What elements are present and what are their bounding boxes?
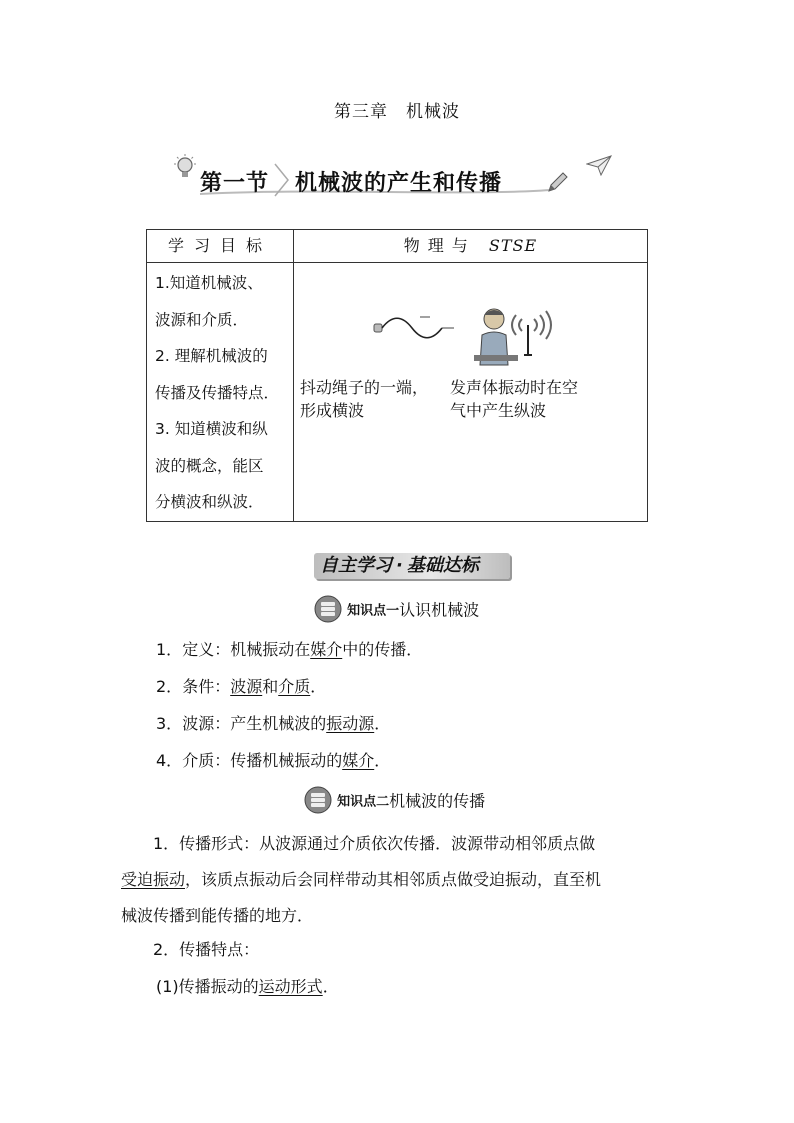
header-learning-goals: 学习目标 <box>147 230 294 263</box>
goal-line: 分横波和纵波． <box>155 493 264 511</box>
banner-dot: · <box>396 555 403 576</box>
item-answer: 媒介 <box>342 751 375 770</box>
goal-line: 波源和介质． <box>155 310 249 329</box>
item-answer: 媒介 <box>310 640 343 659</box>
item-answer: 振动源 <box>326 714 375 733</box>
item-answer: 受迫振动 <box>121 870 186 889</box>
knowledge-point-2-heading <box>304 786 485 814</box>
section-name: 机械波的产生和传播 <box>295 171 503 196</box>
knowledge-point-label: 知识点二 <box>337 794 390 810</box>
goals-list <box>147 263 293 521</box>
pencil-icon <box>546 170 570 194</box>
caption-line: 抖动绳子的一端， <box>300 378 429 397</box>
item-text: 介质：传播机械振动的 <box>182 751 343 770</box>
item-text: 波源：产生机械波的 <box>182 714 327 733</box>
item-number: 3． <box>156 714 183 733</box>
kp1-item-4 <box>156 748 390 774</box>
header-physics-stse <box>294 230 648 263</box>
goal-line: 3. 知道横波和纵 <box>155 420 268 438</box>
chapter-title: 第三章 机械波 <box>334 102 460 122</box>
goal-line: 波的概念，能区 <box>155 456 264 475</box>
book-stack-icon <box>314 595 342 623</box>
banner-right-text: 基础达标 <box>406 555 479 576</box>
para-line <box>121 862 681 898</box>
section-number: 第一节 <box>200 171 270 196</box>
kp1-item-1 <box>156 637 422 663</box>
kp1-item-3 <box>156 711 390 737</box>
goals-cell <box>147 263 294 522</box>
goal-line: 传播及传播特点． <box>155 383 280 402</box>
item-number: 2． <box>156 677 183 696</box>
caption-line: 气中产生纵波 <box>450 401 547 420</box>
item-text: ． <box>322 977 339 996</box>
kp2-paragraph-2: 2．传播特点： <box>153 940 260 959</box>
self-study-banner <box>320 553 479 579</box>
knowledge-point-title: 认识机械波 <box>399 600 480 620</box>
item-text: ． <box>374 714 391 733</box>
paper-plane-icon <box>586 154 612 176</box>
knowledge-point-1-heading <box>314 595 479 623</box>
item-text: 和 <box>262 677 279 696</box>
goal-line: 1.知道机械波、 <box>155 274 263 292</box>
item-answer: 波源 <box>230 677 263 696</box>
banner-left-text: 自主学习 <box>320 555 392 576</box>
item-text: 中的传播． <box>342 640 423 659</box>
kp2-paragraph-3 <box>156 974 339 1000</box>
header-stse-label: STSE <box>488 236 538 255</box>
para-line: 1．传播形式：从波源通过介质依次传播．波源带动相邻质点做 <box>153 834 596 853</box>
item-answer: 介质 <box>278 677 311 696</box>
goal-line: 2. 理解机械波的 <box>155 347 268 365</box>
knowledge-point-title: 机械波的传播 <box>389 791 486 811</box>
item-text: ． <box>310 677 327 696</box>
objectives-table <box>146 229 648 522</box>
item-number: 4． <box>156 751 183 770</box>
item-text: 定义：机械振动在 <box>182 640 311 659</box>
caption-transverse-wave <box>300 376 428 422</box>
stse-cell <box>294 263 648 522</box>
caption-longitudinal-wave <box>450 376 578 422</box>
item-number: 1． <box>156 640 183 659</box>
knowledge-point-label: 知识点一 <box>347 603 400 619</box>
item-text: 条件： <box>182 677 231 696</box>
para-line: 械波传播到能传播的地方． <box>121 906 314 925</box>
kp2-paragraph-1 <box>121 826 681 934</box>
item-text: (1)传播振动的 <box>156 977 259 996</box>
section-title <box>200 166 502 197</box>
book-stack-icon <box>304 786 332 814</box>
item-text: ． <box>374 751 391 770</box>
kp1-item-2 <box>156 674 326 700</box>
caption-line: 形成横波 <box>300 401 365 420</box>
header-physics-label: 物理与 <box>403 236 476 255</box>
rope-wave-illustration <box>372 313 456 347</box>
caption-line: 发声体振动时在空 <box>450 378 579 397</box>
item-answer: 运动形式 <box>258 977 323 996</box>
sound-source-illustration <box>474 305 566 367</box>
item-text: ，该质点振动后会同样带动其相邻质点做受迫振动，直至机 <box>185 870 602 889</box>
